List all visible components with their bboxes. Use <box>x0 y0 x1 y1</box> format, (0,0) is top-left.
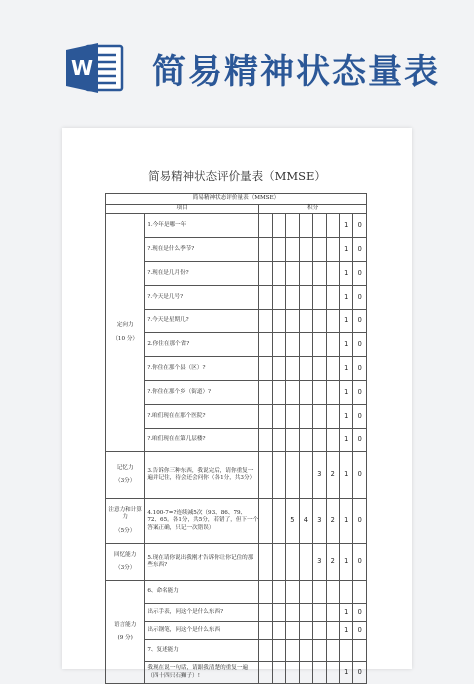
table-row <box>106 333 367 357</box>
mmse-table <box>105 193 367 684</box>
item-text: 1.今年是哪一年 <box>145 214 259 238</box>
score-cell <box>339 640 352 662</box>
score-cell <box>299 662 312 684</box>
score-cell: 0 <box>353 333 367 357</box>
score-cell <box>259 357 272 381</box>
item-text: ?.现在是几月份? <box>145 262 259 286</box>
score-cell <box>286 581 299 604</box>
score-cell <box>286 640 299 662</box>
item-text: 出示手表，问这个是什么东西? <box>145 604 259 622</box>
table-row <box>106 499 367 544</box>
score-cell <box>299 622 312 640</box>
category-cell <box>106 214 145 452</box>
score-cell <box>326 214 339 238</box>
score-cell: 1 <box>339 544 352 581</box>
score-cell <box>272 381 285 405</box>
score-cell <box>353 640 367 662</box>
score-cell <box>286 662 299 684</box>
score-cell <box>259 452 272 499</box>
score-cell <box>353 581 367 604</box>
score-cell <box>259 286 272 310</box>
score-cell <box>272 452 285 499</box>
category-points: （3分） <box>115 565 136 571</box>
score-cell <box>272 333 285 357</box>
score-cell <box>272 262 285 286</box>
score-cell <box>326 581 339 604</box>
table-row <box>106 544 367 581</box>
score-cell <box>299 214 312 238</box>
score-cell: 1 <box>339 604 352 622</box>
category-points: (9 分) <box>117 635 133 641</box>
score-cell <box>259 544 272 581</box>
score-cell <box>326 604 339 622</box>
table-row <box>106 214 367 238</box>
score-cell <box>286 604 299 622</box>
score-cell <box>326 405 339 429</box>
item-text: ?.今天是星期几? <box>145 310 259 333</box>
document-title: 简易精神状态评价量表（MMSE） <box>148 169 326 183</box>
score-cell <box>313 604 326 622</box>
score-cell <box>313 381 326 405</box>
score-cell: 1 <box>339 286 352 310</box>
score-cell <box>313 662 326 684</box>
score-cell <box>286 214 299 238</box>
score-cell <box>259 381 272 405</box>
category-name: 回忆能力 <box>113 551 137 558</box>
score-cell: 0 <box>353 622 367 640</box>
score-cell: 1 <box>339 429 352 452</box>
score-cell <box>259 262 272 286</box>
score-cell <box>313 238 326 262</box>
score-cell <box>272 544 285 581</box>
score-cell: 1 <box>339 357 352 381</box>
score-cell <box>299 381 312 405</box>
score-cell <box>299 357 312 381</box>
score-cell: 0 <box>353 429 367 452</box>
score-cell: 0 <box>353 357 367 381</box>
table-row <box>106 604 367 622</box>
header-score: 积分 <box>259 205 367 214</box>
score-cell <box>299 286 312 310</box>
score-cell <box>326 357 339 381</box>
table-row <box>106 429 367 452</box>
score-cell <box>286 544 299 581</box>
score-cell <box>272 604 285 622</box>
score-cell <box>272 214 285 238</box>
score-cell <box>259 310 272 333</box>
word-logo-letter: W <box>70 56 94 80</box>
score-cell <box>326 238 339 262</box>
score-cell <box>286 405 299 429</box>
score-cell: 1 <box>339 499 352 544</box>
score-cell: 1 <box>339 333 352 357</box>
score-cell <box>299 429 312 452</box>
score-cell <box>299 640 312 662</box>
score-cell: 0 <box>353 214 367 238</box>
item-text: 2.你住在那个省? <box>145 333 259 357</box>
score-cell <box>272 238 285 262</box>
score-cell <box>259 640 272 662</box>
score-cell <box>272 662 285 684</box>
score-cell <box>272 405 285 429</box>
table-row <box>106 310 367 333</box>
score-cell <box>272 581 285 604</box>
score-cell <box>339 581 352 604</box>
item-text: 5.现在请你说出我刚才告诉你让你记住的那些东西? <box>145 544 259 581</box>
score-cell <box>313 310 326 333</box>
score-cell: 0 <box>353 452 367 499</box>
score-cell <box>286 452 299 499</box>
score-cell <box>313 581 326 604</box>
score-cell: 2 <box>326 452 339 499</box>
score-cell <box>313 333 326 357</box>
score-cell <box>259 238 272 262</box>
score-cell <box>286 262 299 286</box>
category-points: （5分） <box>115 527 136 534</box>
table-caption: 简易精神状态评价量表（MMSE） <box>106 194 367 205</box>
score-cell: 0 <box>353 310 367 333</box>
banner-title: 简易精神状态量表 <box>152 52 440 92</box>
score-cell <box>313 622 326 640</box>
category-cell <box>106 452 145 499</box>
item-text: ?.咱们现在在第几层楼? <box>145 429 259 452</box>
score-cell <box>313 357 326 381</box>
score-cell <box>259 429 272 452</box>
score-cell <box>272 429 285 452</box>
score-cell: 0 <box>353 286 367 310</box>
item-text: 4.100-7=?连续减5次（93、86、79、72、65。各1分，共5分，若错了，但下一个答案正确，只记一次错误） <box>145 499 259 544</box>
score-cell <box>259 214 272 238</box>
score-cell: 1 <box>339 238 352 262</box>
score-cell <box>313 262 326 286</box>
score-cell: 3 <box>313 544 326 581</box>
category-points: （10 分） <box>112 335 139 342</box>
score-cell <box>286 357 299 381</box>
score-cell: 3 <box>313 452 326 499</box>
score-cell <box>286 310 299 333</box>
score-cell <box>259 604 272 622</box>
table-row <box>106 662 367 684</box>
item-text: ?.你住在那个乡（街道）? <box>145 381 259 405</box>
score-cell: 0 <box>353 238 367 262</box>
table-row <box>106 405 367 429</box>
score-cell: 1 <box>339 622 352 640</box>
score-cell <box>286 622 299 640</box>
table-row <box>106 262 367 286</box>
item-text: 出示钢笔，问这个是什么东西 <box>145 622 259 640</box>
table-row <box>106 622 367 640</box>
score-cell <box>299 581 312 604</box>
table-row <box>106 381 367 405</box>
score-cell: 1 <box>339 405 352 429</box>
score-cell: 3 <box>313 499 326 544</box>
header-item: 项目 <box>106 205 259 214</box>
score-cell <box>313 429 326 452</box>
score-cell <box>286 286 299 310</box>
score-cell <box>299 262 312 286</box>
score-cell <box>326 333 339 357</box>
score-cell <box>272 499 285 544</box>
score-cell: 1 <box>339 310 352 333</box>
score-cell <box>299 405 312 429</box>
score-cell <box>272 622 285 640</box>
score-cell <box>272 310 285 333</box>
score-cell: 0 <box>353 544 367 581</box>
score-cell <box>313 405 326 429</box>
score-cell <box>299 310 312 333</box>
score-cell <box>326 640 339 662</box>
score-cell <box>313 640 326 662</box>
score-cell <box>272 640 285 662</box>
score-cell <box>259 405 272 429</box>
score-cell: 2 <box>326 499 339 544</box>
score-cell <box>259 662 272 684</box>
score-cell <box>272 286 285 310</box>
score-cell <box>326 286 339 310</box>
category-name: 记忆力 <box>116 464 134 471</box>
score-cell: 1 <box>339 662 352 684</box>
category-cell <box>106 544 145 581</box>
item-text: 3.告诉你三种东西，我说完后，请你重复一遍并记住，待会还会问你（各1分，共3分） <box>145 452 259 499</box>
item-text: 我现在说一句话，请跟我清楚的重复一遍（四十四只石狮子）! <box>145 662 259 684</box>
category-name: 语言能力 <box>113 621 137 628</box>
score-cell: 5 <box>286 499 299 544</box>
category-name: 注意力和计算力 <box>108 506 142 521</box>
score-cell: 4 <box>299 499 312 544</box>
score-cell: 0 <box>353 499 367 544</box>
score-cell <box>259 333 272 357</box>
table-row <box>106 238 367 262</box>
category-cell <box>106 499 145 544</box>
item-text: ?.现在是什么季节? <box>145 238 259 262</box>
score-cell <box>286 333 299 357</box>
score-cell <box>326 622 339 640</box>
score-cell <box>272 357 285 381</box>
score-cell <box>299 333 312 357</box>
table-row <box>106 452 367 499</box>
category-cell <box>106 581 145 684</box>
score-cell <box>299 452 312 499</box>
item-text: 7、复述能力 <box>145 640 259 662</box>
score-cell <box>299 238 312 262</box>
item-text: ?.今天是几号? <box>145 286 259 310</box>
score-cell: 1 <box>339 262 352 286</box>
score-cell <box>326 662 339 684</box>
score-cell: 0 <box>353 381 367 405</box>
table-row <box>106 357 367 381</box>
score-cell <box>259 622 272 640</box>
score-cell: 0 <box>353 262 367 286</box>
score-cell: 1 <box>339 214 352 238</box>
score-cell: 0 <box>353 662 367 684</box>
document-page <box>62 128 412 679</box>
score-cell <box>326 310 339 333</box>
score-cell: 0 <box>353 405 367 429</box>
score-cell <box>286 381 299 405</box>
score-cell <box>299 604 312 622</box>
item-text: ?.你住在那个县（区）? <box>145 357 259 381</box>
score-cell: 1 <box>339 381 352 405</box>
score-cell <box>286 429 299 452</box>
item-text: ?.咱们现在在那个医院? <box>145 405 259 429</box>
category-points: （3分） <box>115 478 136 484</box>
table-row <box>106 640 367 662</box>
score-cell <box>326 429 339 452</box>
score-cell <box>286 238 299 262</box>
score-cell: 0 <box>353 604 367 622</box>
word-app-icon <box>64 40 124 96</box>
score-cell <box>313 286 326 310</box>
table-row <box>106 581 367 604</box>
score-cell <box>326 262 339 286</box>
page-banner <box>0 0 474 120</box>
category-name: 定向力 <box>116 322 134 328</box>
score-cell <box>259 581 272 604</box>
item-text: 6、命名能力 <box>145 581 259 604</box>
score-cell <box>313 214 326 238</box>
mmse-table-body <box>106 194 367 684</box>
score-cell <box>259 499 272 544</box>
score-cell: 1 <box>339 452 352 499</box>
score-cell <box>299 544 312 581</box>
score-cell <box>326 381 339 405</box>
score-cell: 2 <box>326 544 339 581</box>
table-row <box>106 286 367 310</box>
